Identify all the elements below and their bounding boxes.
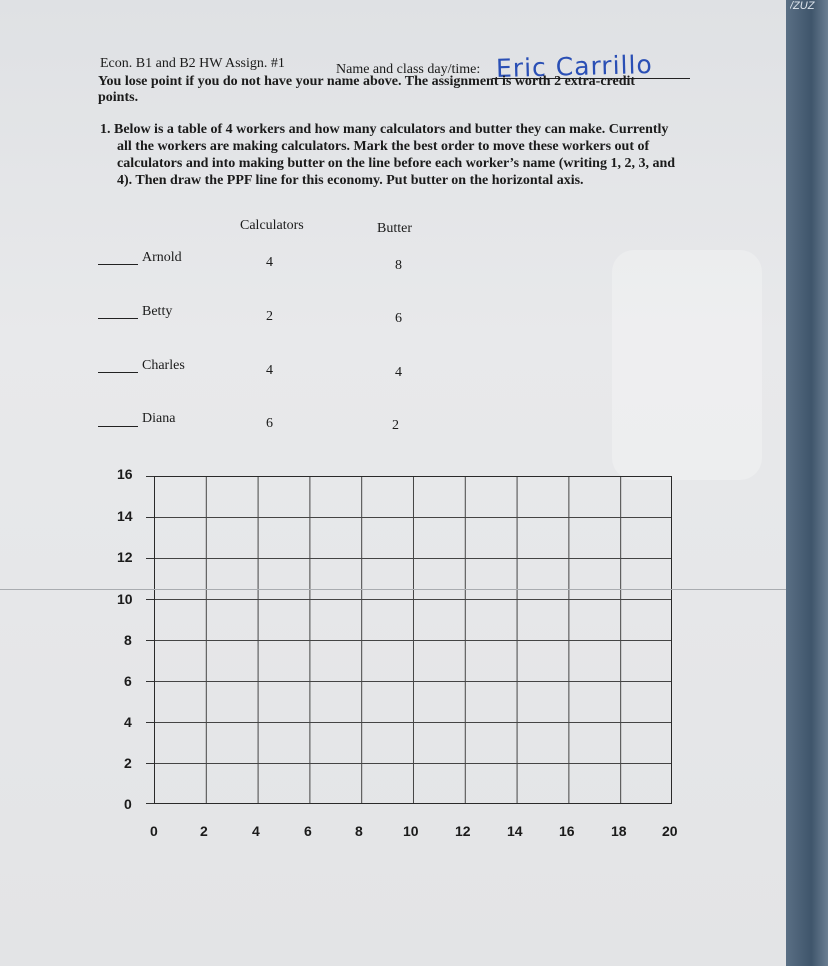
y-tick-mark: [146, 722, 154, 723]
worker-name: Charles: [142, 358, 185, 373]
course-title: Econ. B1 and B2 HW Assign. #1: [100, 56, 285, 71]
worker-name: Betty: [142, 304, 173, 319]
x-tick-label: 16: [559, 823, 575, 839]
y-tick-mark: [146, 640, 154, 641]
y-tick-label: 6: [124, 673, 132, 689]
calculator-value: 4: [266, 363, 273, 378]
rank-blank-charles[interactable]: [98, 372, 138, 373]
question-line-1: 1. Below is a table of 4 workers and how many calculators and butter they can make. Currently: [100, 122, 669, 137]
calculator-value: 6: [266, 416, 273, 431]
show-through-panel: [612, 250, 762, 480]
butter-value: 2: [392, 418, 399, 433]
x-tick-label: 10: [403, 823, 419, 839]
y-tick-label: 8: [124, 632, 132, 648]
x-tick-label: 14: [507, 823, 523, 839]
question-line-3: calculators and into making butter on the line before each worker’s name (writing 1, 2, 3, and: [117, 156, 676, 171]
y-tick-label: 10: [117, 591, 133, 607]
instruction-line-2: points.: [98, 90, 139, 105]
y-tick-mark: [146, 558, 154, 559]
y-tick-label: 12: [117, 549, 133, 565]
student-name-handwriting: Eric Carrillo: [495, 49, 654, 84]
calculator-value: 2: [266, 309, 273, 324]
corner-scribble: /ZUZ: [790, 0, 815, 12]
question-line-2: all the workers are making calculators. Mark the best order to move these workers out of: [117, 139, 650, 154]
x-tick-label: 20: [662, 823, 678, 839]
rank-blank-arnold[interactable]: [98, 264, 138, 265]
y-tick-mark: [146, 599, 154, 600]
y-tick-mark: [146, 476, 154, 477]
y-tick-mark: [146, 763, 154, 764]
y-tick-mark: [146, 681, 154, 682]
x-tick-label: 4: [252, 823, 260, 839]
x-tick-label: 2: [200, 823, 208, 839]
y-tick-label: 14: [117, 508, 133, 524]
butter-value: 8: [395, 258, 402, 273]
y-tick-label: 2: [124, 755, 132, 771]
rank-blank-diana[interactable]: [98, 426, 138, 427]
question-line-4: 4). Then draw the PPF line for this economy. Put butter on the horizontal axis.: [117, 173, 584, 188]
y-tick-mark: [146, 803, 154, 804]
butter-value: 4: [395, 365, 402, 380]
ppf-graph-grid[interactable]: [154, 476, 672, 804]
x-tick-label: 0: [150, 823, 158, 839]
name-prompt: Name and class day/time:: [336, 62, 481, 77]
x-tick-label: 12: [455, 823, 471, 839]
calculator-value: 4: [266, 255, 273, 270]
rank-blank-betty[interactable]: [98, 318, 138, 319]
y-tick-label: 16: [117, 466, 133, 482]
x-tick-label: 8: [355, 823, 363, 839]
y-tick-mark: [146, 517, 154, 518]
x-tick-label: 18: [611, 823, 627, 839]
x-tick-label: 6: [304, 823, 312, 839]
paper-fold-line: [0, 589, 786, 590]
y-tick-label: 0: [124, 796, 132, 812]
instruction-line-1: You lose point if you do not have your name above. The assignment is worth 2 extra-credit: [98, 74, 636, 89]
y-tick-label: 4: [124, 714, 132, 730]
column-header-butter: Butter: [377, 221, 412, 236]
worker-name: Arnold: [142, 250, 182, 265]
butter-value: 6: [395, 311, 402, 326]
worker-name: Diana: [142, 411, 176, 426]
background-surface: [786, 0, 828, 966]
column-header-calculators: Calculators: [240, 218, 304, 233]
